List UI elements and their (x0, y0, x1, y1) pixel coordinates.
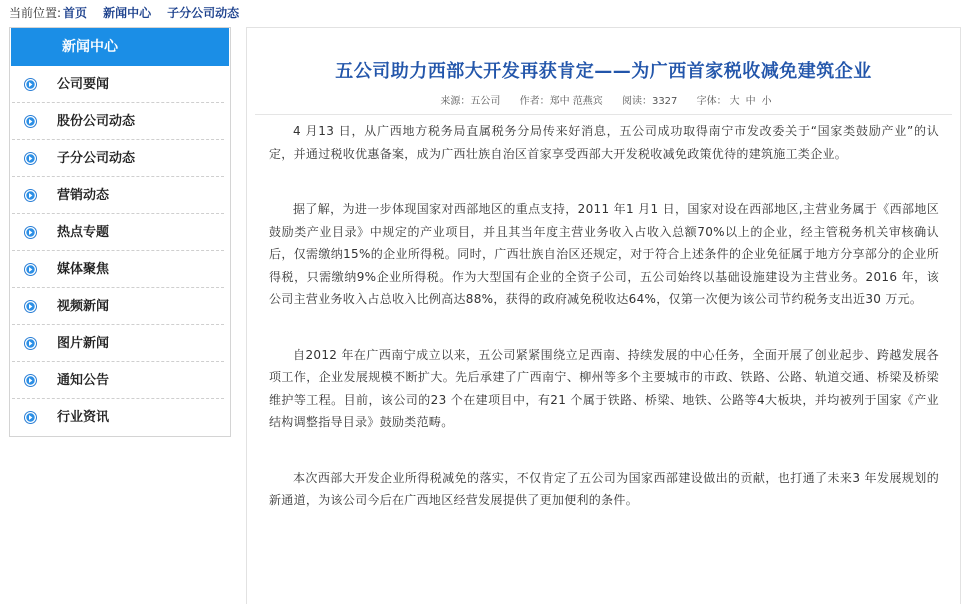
arrow-circle-icon (24, 187, 37, 200)
sidebar-item-label: 通知公告 (57, 373, 110, 388)
font-size-small-button[interactable]: 小 (761, 96, 772, 107)
arrow-circle-icon (24, 298, 37, 311)
sidebar-item[interactable] (12, 140, 224, 177)
arrow-circle-icon (24, 150, 37, 163)
sidebar-title: 新闻中心 (62, 39, 118, 55)
article-title: 五公司助力西部大开发再获肯定——为广西首家税收减免建筑企业 (335, 61, 872, 82)
article-paragraph: 4 月13 日，从广西地方税务局直属税务分局传来好消息，五公司成功取得南宁市发改委关于“国家类鼓励产业”的认定，并通过税收优惠备案，成为广西壮族自治区首家享受西部大开发税收减免政策优待的建筑施工类企业。 (269, 124, 939, 161)
sidebar-item-label: 视频新闻 (57, 299, 110, 314)
article-paragraph: 据了解，为进一步体现国家对西部地区的重点支持，2011 年1 月1 日，国家对设在西部地区,主营业务属于《西部地区鼓励类产业目录》中规定的产业项目，并且其当年度主营业务收入占收入总额70%以上的企业，经主管税务机关审核确认后，仅需缴纳15%的企业所得税。同时，广西壮族自治区还规定，对于符合上述条件的企业免征属于地方分享部分的企业所得税，只需缴纳9%企业所得税。作为大型国有企业的全资子公司，五公司始终以基础设施建设为主营业务。2016 年，该公司主营业务收入占总收入比例高达88%，获得的政府减免税收达64%，仅第一次便为该公司节约税务支出近30 万元。 (269, 202, 939, 306)
sidebar-item[interactable] (12, 214, 224, 251)
sidebar-menu (10, 66, 230, 435)
article-paragraph: 本次西部大开发企业所得税减免的落实，不仅肯定了五公司为国家西部建设做出的贡献，也打通了未来3 年发展规划的新通道，为该公司今后在广西地区经营发展提供了更加便利的条件。 (269, 470, 939, 507)
arrow-circle-icon (24, 76, 37, 89)
article-body (269, 120, 939, 545)
font-size-control (697, 96, 775, 107)
sidebar-item[interactable] (12, 177, 224, 214)
article-panel (246, 27, 961, 604)
sidebar (9, 27, 231, 437)
breadcrumb-link-subsidiary-news[interactable]: 子分公司动态 (167, 6, 240, 20)
breadcrumb-link-home[interactable]: 首页 (63, 6, 88, 20)
arrow-circle-icon (24, 261, 37, 274)
sidebar-item[interactable] (12, 399, 224, 435)
sidebar-item-label: 营销动态 (57, 188, 110, 203)
article-reads: 阅读：3327 (621, 96, 678, 107)
sidebar-item-label: 行业资讯 (57, 410, 110, 425)
article-author: 作者：郑中 范燕宾 (519, 96, 603, 107)
arrow-circle-icon (24, 335, 37, 348)
arrow-circle-icon (24, 409, 37, 422)
sidebar-item[interactable] (12, 103, 224, 140)
font-size-large-button[interactable]: 大 (729, 96, 740, 107)
arrow-circle-icon (24, 113, 37, 126)
sidebar-item[interactable] (12, 362, 224, 399)
sidebar-item[interactable] (12, 288, 224, 325)
sidebar-item-label: 股份公司动态 (57, 114, 136, 129)
sidebar-item-label: 公司要闻 (57, 77, 110, 92)
sidebar-item-label: 子分公司动态 (57, 151, 136, 166)
meta-divider (255, 114, 952, 115)
font-size-medium-button[interactable]: 中 (745, 96, 756, 107)
article-meta (247, 94, 960, 110)
breadcrumb-link-news-center[interactable]: 新闻中心 (103, 6, 152, 20)
font-size-label: 字体： (696, 96, 727, 107)
sidebar-item[interactable] (12, 251, 224, 288)
sidebar-item[interactable] (12, 325, 224, 362)
sidebar-header (11, 28, 229, 66)
sidebar-item-label: 热点专题 (57, 225, 110, 240)
breadcrumb (9, 5, 255, 21)
arrow-circle-icon (24, 372, 37, 385)
sidebar-item[interactable] (12, 66, 224, 103)
article-source: 来源：五公司 (440, 96, 501, 107)
sidebar-item-label: 媒体聚焦 (57, 262, 110, 277)
sidebar-item-label: 图片新闻 (57, 336, 110, 351)
arrow-circle-icon (24, 224, 37, 237)
article-paragraph: 自2012 年在广西南宁成立以来，五公司紧紧围绕立足西南、持续发展的中心任务，全面开展了创业起步、跨越发展各项工作，企业发展规模不断扩大。先后承建了广西南宁、柳州等多个主要城市的市政、铁路、公路、轨道交通、桥梁及桥梁维护等工程。目前，该公司的23 个在建项目中，有21 个属于铁路、桥梁、地铁、公路等4大板块，并均被列于国家《产业结构调整指导目录》鼓励类范畴。 (269, 347, 939, 429)
breadcrumb-label: 当前位置: (9, 6, 62, 20)
